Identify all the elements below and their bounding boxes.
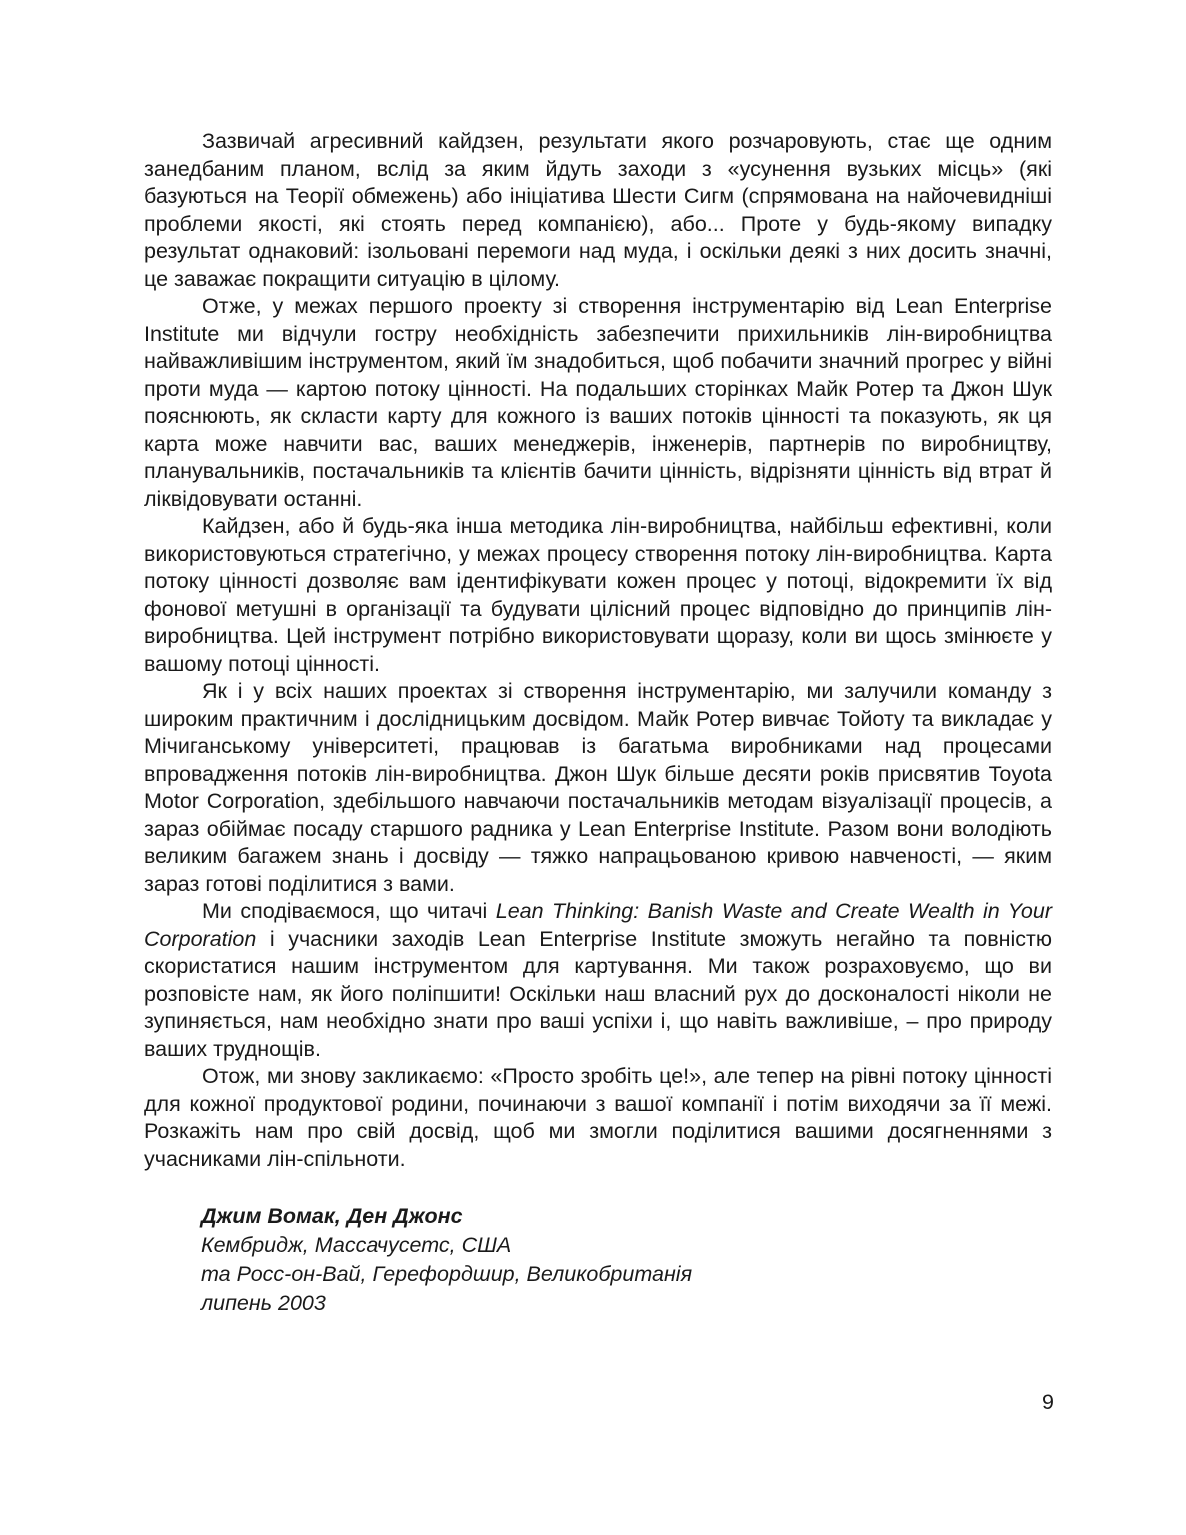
signature-block <box>201 1202 692 1318</box>
paragraph-5 <box>144 898 1052 1063</box>
main-text <box>144 128 1052 1173</box>
paragraph-5-text-after: і учасники заходів Lean Enterprise Institute зможуть негайно та повністю скористатися нашим інструментом для картування. Ми також розраховуємо, що ви розповісте нам, як його поліпшити! Оскільки наш власний рух до досконалості ніколи не зупиняється, нам необхідно знати про ваші успіхи і, що навіть важливіше, – про природу ваших труднощів. <box>144 926 1052 1061</box>
paragraph-2: Отже, у межах першого проекту зі створення інструментарію від Lean Enterprise Institute ми відчули гостру необхідність забезпечити прихильників лін-виробництва найважливішим інструментом, який їм знадобиться, щоб побачити значний прогрес у війні проти муда — картою потоку цінності. На подальших сторінках Майк Ротер та Джон Шук пояснюють, як скласти карту для кожного із ваших потоків цінності та показують, як ця карта може навчити вас, ваших менеджерів, інженерів, партнерів по виробництву, планувальників, постачальників та клієнтів бачити цінність, відрізняти цінність від втрат й ліквідовувати останні. <box>144 294 1052 511</box>
signature-date: липень 2003 <box>201 1291 326 1315</box>
paragraph-6: Отож, ми знову закликаємо: «Просто зробіть це!», але тепер на рівні потоку цінності для кожної продуктової родини, починаючи з вашої компанії і потім виходячи за її межі. Розкажіть нам про свій досвід, щоб ми змогли поділитися вашими досягненнями з учасниками лін-спільноти. <box>144 1064 1052 1171</box>
signature-location-1: Кембридж, Массачусетс, США <box>201 1233 512 1257</box>
page-number: 9 <box>1042 1390 1054 1414</box>
book-title: Lean Thinking: Banish Waste and Create Wealth in Your Corporation <box>144 899 1052 951</box>
signature-names: Джим Вомак, Ден Джонс <box>201 1204 463 1228</box>
paragraph-3: Кайдзен, або й будь-яка інша методика лін-виробництва, найбільш ефективні, коли використовуються стратегічно, у межах процесу створення потоку лін-виробництва. Карта потоку цінності дозволяє вам ідентифікувати кожен процес у потоці, відокремити їх від фонової метушні в організації та будувати цілісний процес відповідно до принципів лін-виробництва. Цей інструмент потрібно використовувати щоразу, коли ви щось змінюєте у вашому потоці цінності. <box>144 514 1052 676</box>
signature-location-2: та Росс-он-Вай, Герефордшир, Великобританія <box>201 1262 693 1286</box>
paragraph-4: Як і у всіх наших проектах зі створення інструментарію, ми залучили команду з широким практичним і дослідницьким досвідом. Майк Ротер вивчає Тойоту та викладає у Мічиганському університеті, працював із багатьма виробниками над процесами впровадження потоків лін-виробництва. Джон Шук більше десяти років присвятив Toyota Motor Corporation, здебільшого навчаючи постачальників методам візуалізації процесів, а зараз обіймає посаду старшого радника у Lean Enterprise Institute. Разом вони володіють великим багажем знань і досвіду — тяжко напрацьованою кривою навченості, — яким зараз готові поділитися з вами. <box>144 679 1052 896</box>
paragraph-5-text-before: Ми сподіваємося, що читачі <box>202 899 496 923</box>
paragraph-1: Зазвичай агресивний кайдзен, результати якого розчаровують, стає ще одним занедбаним планом, вслід за яким йдуть заходи з «усунення вузьких місць» (які базуються на Теорії обмежень) або ініціатива Шести Сигм (спрямована на найочевидніші проблеми якості, які стоять перед компанією), або... Проте у будь-якому випадку результат однаковий: ізольовані перемоги над муда, і оскільки деякі з них досить значні, це заважає покращити ситуацію в цілому. <box>144 129 1052 291</box>
